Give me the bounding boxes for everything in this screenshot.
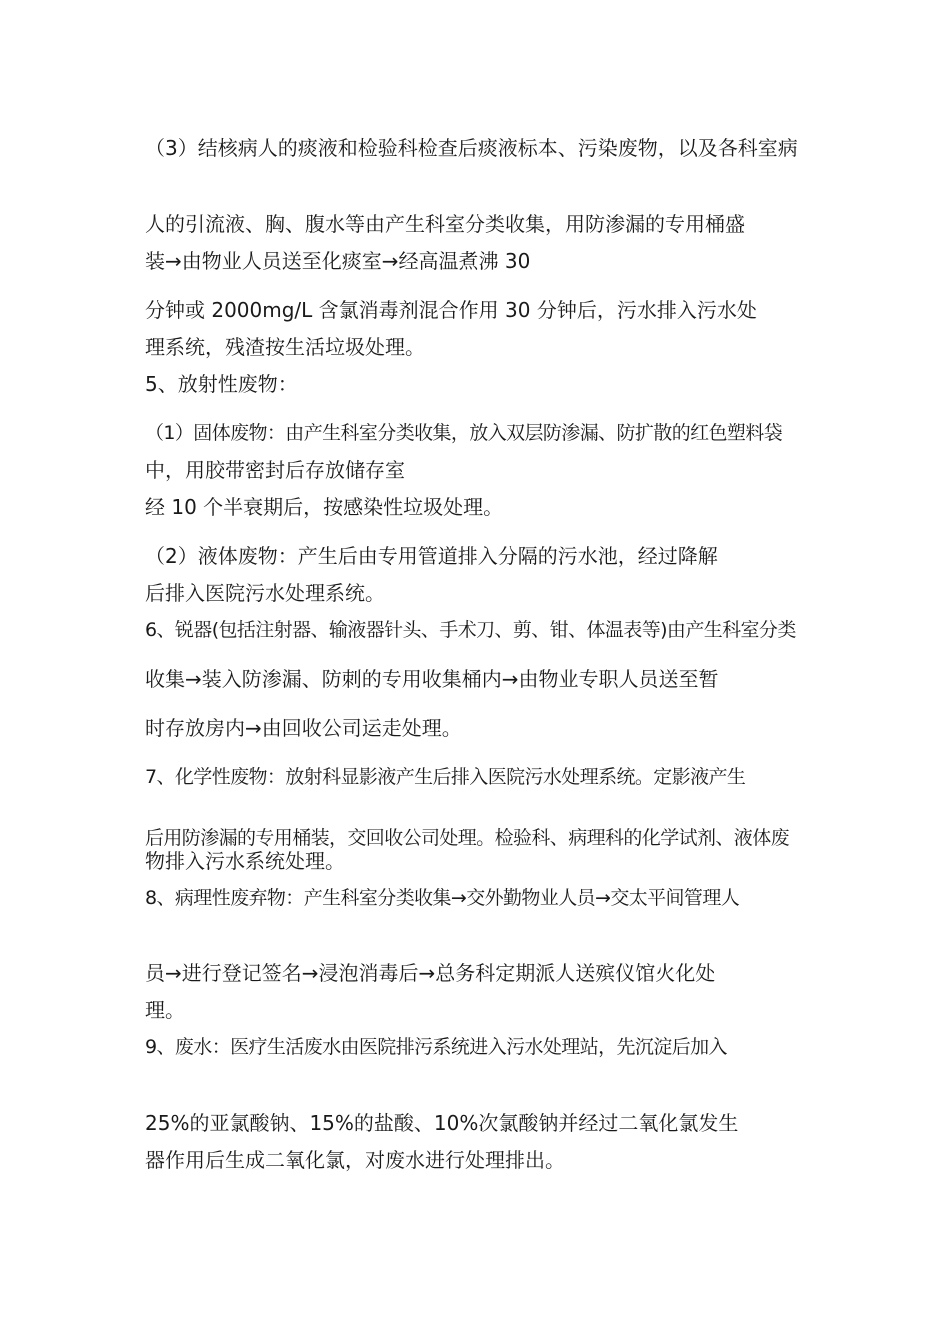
solid-waste-line-2: 中，用胶带密封后存放储存室 [145,458,405,482]
line-2: 人的引流液、胸、腹水等由产生科室分类收集，用防渗漏的专用桶盛 [145,212,745,236]
liquid-waste-line-2: 后排入医院污水处理系统。 [145,581,385,605]
line-4: 分钟或 2000mg/L 含氯消毒剂混合作用 30 分钟后，污水排入污水处 [145,298,757,322]
solid-waste-line-3: 经 10 个半衰期后，按感染性垃圾处理。 [145,495,504,519]
section-7-line-3: 物排入污水系统处理。 [145,849,345,873]
section-6-line-1: 6、锐器(包括注射器、输液器针头、手术刀、剪、钳、体温表等)由产生科室分类 [145,619,796,641]
section-8-line-2: 员→进行登记签名→浸泡消毒后→总务科定期派人送殡仪馆火化处 [145,961,716,985]
section-6-line-3: 时存放房内→由回收公司运走处理。 [145,716,462,740]
line-5: 理系统，残渣按生活垃圾处理。 [145,335,425,359]
line-3: 装→由物业人员送至化痰室→经高温煮沸 30 [145,249,531,273]
section-9-line-1: 9、废水：医疗生活废水由医院排污系统进入污水处理站，先沉淀后加入 [145,1036,727,1058]
section-7-line-2: 后用防渗漏的专用桶装，交回收公司处理。检验科、病理科的化学试剂、液体废 [145,827,790,849]
liquid-waste-line-1: （2）液体废物：产生后由专用管道排入分隔的污水池，经过降解 [145,544,718,568]
section-5-heading: 5、放射性废物： [145,372,298,396]
section-8-line-3: 理。 [145,998,185,1022]
section-9-line-3: 器作用后生成二氧化氯，对废水进行处理排出。 [145,1148,565,1172]
section-8-line-1: 8、病理性废弃物：产生科室分类收集→交外勤物业人员→交太平间管理人 [145,887,740,909]
section-9-line-2: 25%的亚氯酸钠、15%的盐酸、10%次氯酸钠并经过二氧化氯发生 [145,1111,739,1135]
solid-waste-line-1: （1）固体废物：由产生科室分类收集，放入双层防渗漏、防扩散的红色塑料袋 [145,422,783,444]
line-1-part-1: （3）结核病人的痰液和检验科检查后痰液标本、污染废物，以及各科室病 [145,136,798,160]
section-6-line-2: 收集→装入防渗漏、防刺的专用收集桶内→由物业专职人员送至暂 [145,667,719,691]
section-7-line-1: 7、化学性废物：放射科显影液产生后排入医院污水处理系统。定影液产生 [145,766,746,788]
